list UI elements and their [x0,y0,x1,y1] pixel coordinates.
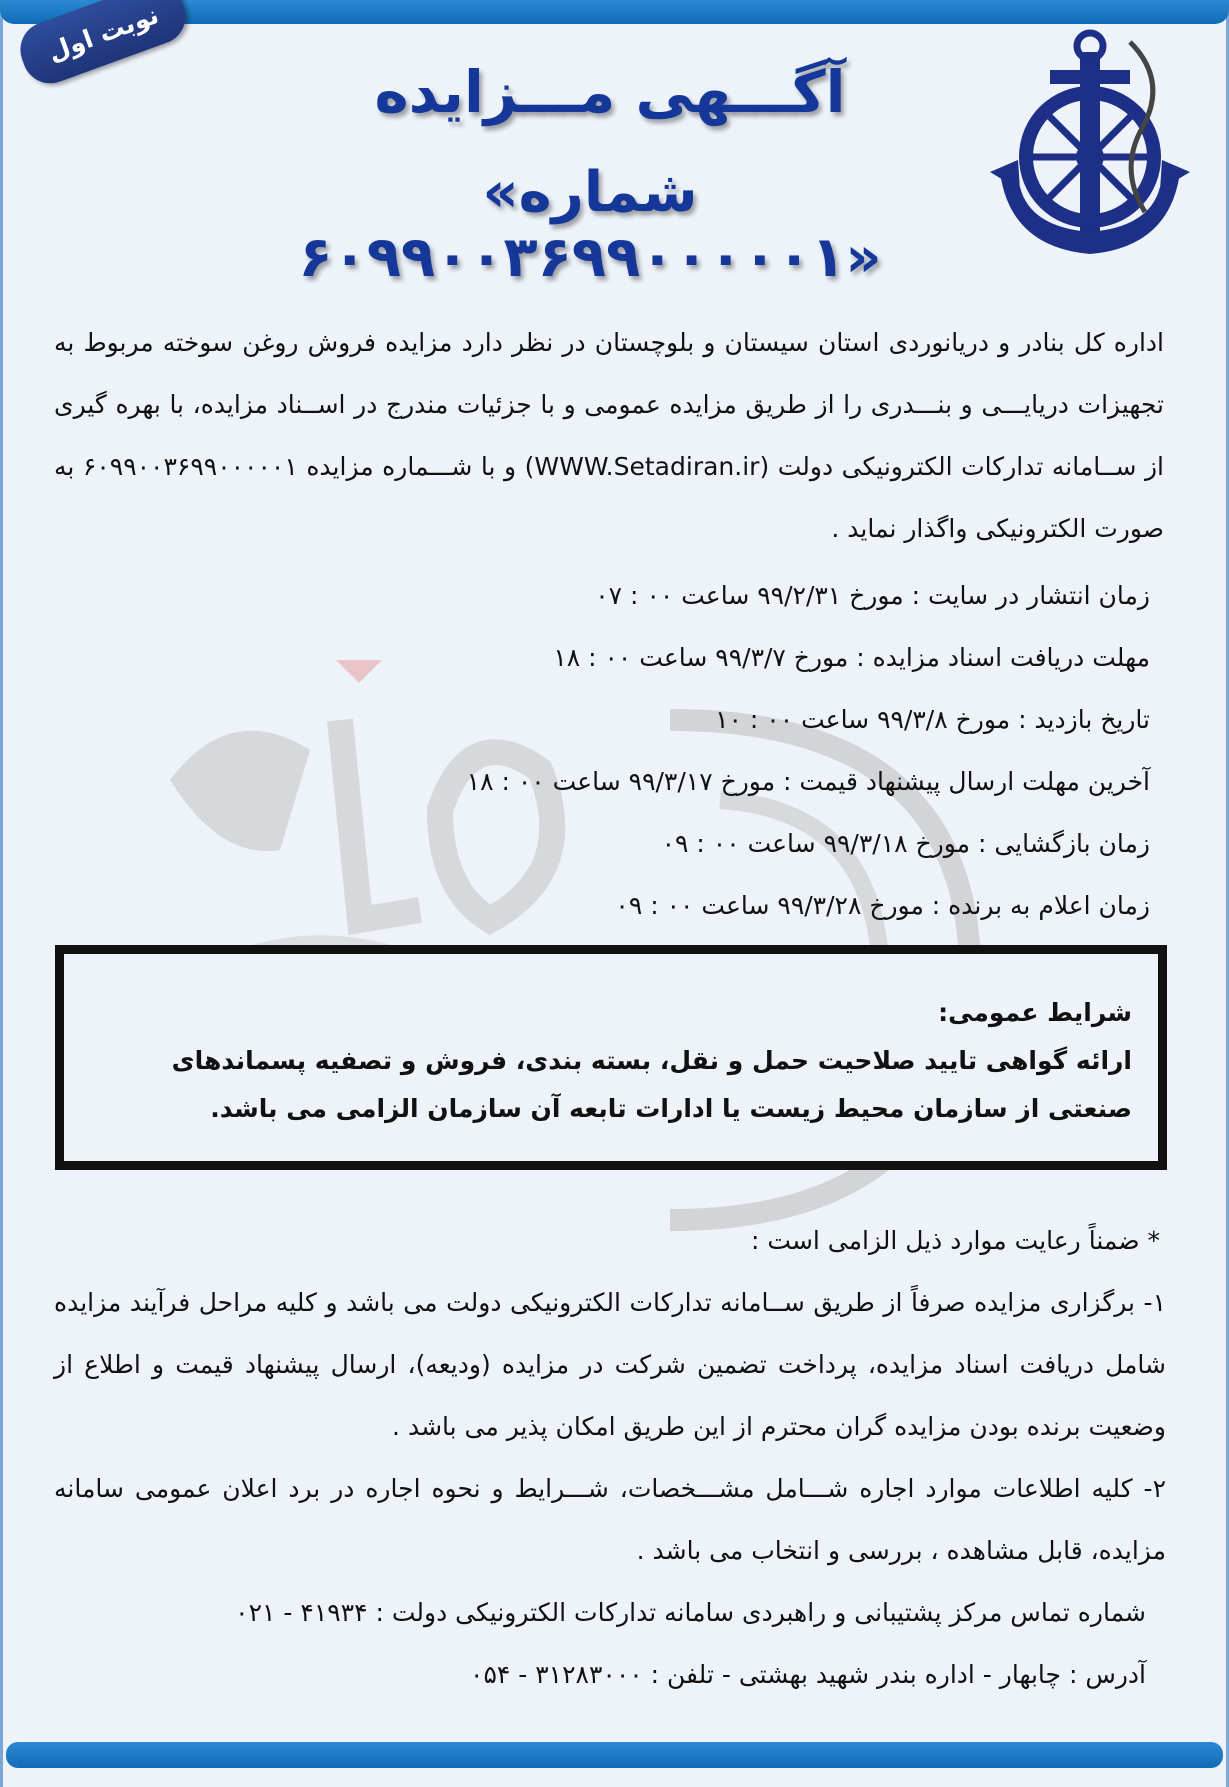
support-contact: شماره تماس مرکز پشتیبانی و راهبردی سامانه تدارکات الکترونیکی دولت : ۴۱۹۳۴ - ۰۲۱ [235,1598,1146,1627]
general-conditions-text: ارائه گواهی تایید صلاحیت حمل و نقل، بسته بندی، فروش و تصفیه پسماندهای صنعتی از سازمان محیط زیست یا ادارات تابعه آن سازمان الزامی می باشد. [171,1046,1132,1123]
address-line: آدرس : چابهار - اداره بندر شهید بهشتی - تلفن : ۳۱۲۸۳۰۰۰ - ۰۵۴ [470,1660,1146,1689]
auction-number: «شماره ۶۰۹۹۰۰۳۶۹۹۰۰۰۰۰۱» [298,160,882,290]
schedule-item: مهلت دریافت اسناد مزایده : مورخ ۹۹/۳/۷ ساعت ۰۰ : ۱۸ [553,643,1150,672]
schedule-item: تاریخ بازدید : مورخ ۹۹/۳/۸ ساعت ۰۰ : ۱۰ [715,705,1150,734]
note-item: ۲- کلیه اطلاعات موارد اجاره شـــامل مشـــخصات، شـــرایط و نحوه اجاره در برد اعلان عمومی سامانه مزایده، قابل مشاهده ، بررسی و انتخاب می باشد . [54,1474,1166,1565]
schedule-item: زمان بازگشایی : مورخ ۹۹/۳/۱۸ ساعت ۰۰ : ۰۹ [661,829,1150,858]
ports-anchor-logo-icon [990,22,1200,262]
intro-paragraph: اداره کل بنادر و دریانوردی استان سیستان و بلوچستان در نظر دارد مزایده فروش روغن سوخته مربوط به تجهیزات دریایـــی و بنـــدری را از طریق مزایده عمومی و با جزئیات مندرج در اســناد مزایده، با بهره گیری از ســامانه تدارکات الکترونیکی دولت (WWW.Setadiran.ir) و با شـــماره مزایده ۶۰۹۹۰۰۳۶۹۹۰۰۰۰۰۱ به صورت الکترونیکی واگذار نماید . [54,328,1164,543]
note-item: ۱- برگزاری مزایده صرفاً از طریق ســامانه تدارکات الکترونیکی دولت می باشد و کلیه مراحل فرآیند مزایده شامل دریافت اسناد مزایده، پرداخت تضمین شرکت در مزایده (ودیعه)، ارسال پیشنهاد قیمت و اطلاع از وضعیت برنده بودن مزایده گران محترم از این طریق امکان پذیر می باشد . [54,1288,1166,1441]
schedule-list [160,565,1150,937]
schedule-item: آخرین مهلت ارسال پیشنهاد قیمت : مورخ ۹۹/۳/۱۷ ساعت ۰۰ : ۱۸ [466,767,1150,796]
general-conditions-content [102,989,1132,1133]
schedule-item: زمان اعلام به برنده : مورخ ۹۹/۳/۲۸ ساعت ۰۰ : ۰۹ [615,891,1150,920]
notes-section [54,1210,1166,1706]
notice-title: آگـــهی مـــزایده [374,58,846,126]
bottom-band [6,1742,1223,1768]
schedule-item: زمان انتشار در سایت : مورخ ۹۹/۲/۳۱ ساعت ۰۰ : ۰۷ [595,581,1150,610]
round-badge: نوبت اول [13,0,194,91]
general-conditions-box [55,945,1167,1170]
notes-heading: * ضمناً رعایت موارد ذیل الزامی است : [751,1226,1160,1255]
general-conditions-heading: شرایط عمومی: [938,998,1132,1027]
